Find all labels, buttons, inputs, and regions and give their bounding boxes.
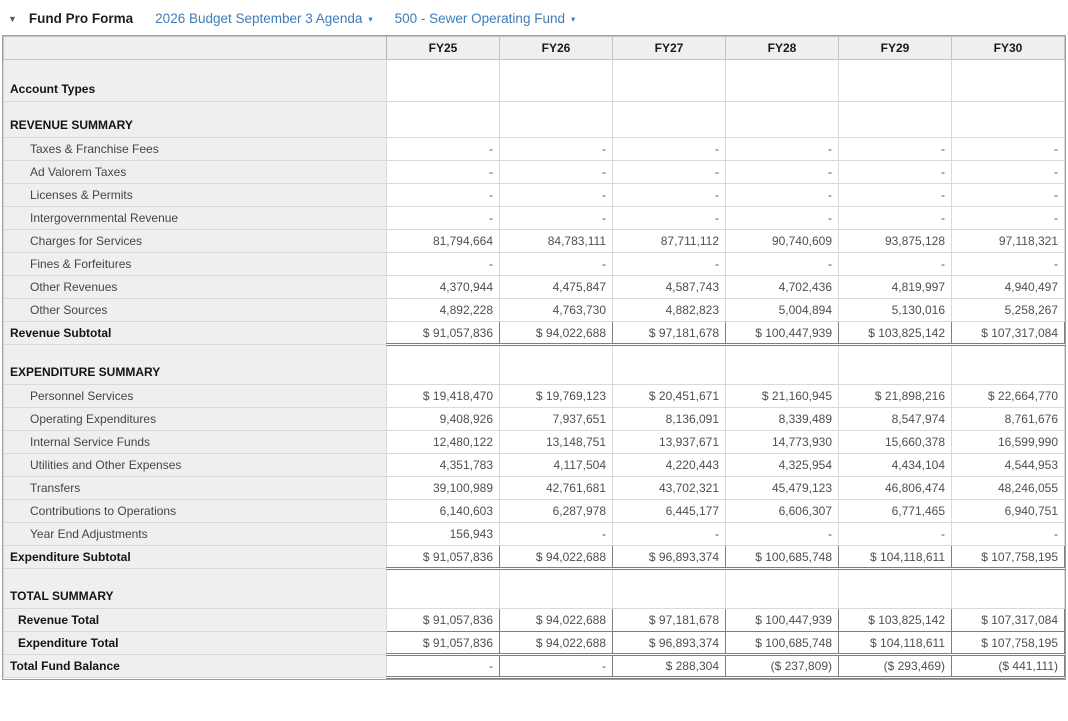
value-cell: 6,287,978: [500, 500, 613, 523]
value-cell: -: [387, 655, 500, 678]
value-cell: 6,445,177: [613, 500, 726, 523]
value-cell: $ 91,057,836: [387, 546, 500, 569]
row-label-cell: Contributions to Operations: [4, 500, 387, 523]
value-cell: -: [613, 523, 726, 546]
value-cell: 6,606,307: [726, 500, 839, 523]
table-row: [4, 184, 1065, 207]
value-cell: -: [952, 207, 1065, 230]
value-cell: 7,937,651: [500, 408, 613, 431]
value-cell: ($ 441,111): [952, 655, 1065, 678]
value-cell: -: [726, 523, 839, 546]
value-cell: -: [387, 138, 500, 161]
value-cell: $ 91,057,836: [387, 632, 500, 655]
column-header: FY30: [952, 37, 1065, 60]
row-label-cell: Fines & Forfeitures: [4, 253, 387, 276]
value-cell: 84,783,111: [500, 230, 613, 253]
value-cell: -: [613, 138, 726, 161]
value-cell: $ 91,057,836: [387, 609, 500, 632]
value-cell: 14,773,930: [726, 431, 839, 454]
value-cell: [500, 102, 613, 138]
table-row: [4, 299, 1065, 322]
value-cell: [387, 569, 500, 609]
value-cell: $ 94,022,688: [500, 609, 613, 632]
value-cell: 13,148,751: [500, 431, 613, 454]
value-cell: $ 94,022,688: [500, 546, 613, 569]
value-cell: 4,882,823: [613, 299, 726, 322]
value-cell: 12,480,122: [387, 431, 500, 454]
value-cell: 9,408,926: [387, 408, 500, 431]
row-label-cell: EXPENDITURE SUMMARY: [4, 345, 387, 385]
proforma-table-container: [2, 35, 1066, 680]
row-label-cell: Transfers: [4, 477, 387, 500]
value-cell: $ 94,022,688: [500, 632, 613, 655]
table-row: [4, 345, 1065, 385]
row-label-cell: Revenue Total: [4, 609, 387, 632]
value-cell: [952, 102, 1065, 138]
value-cell: 4,892,228: [387, 299, 500, 322]
value-cell: $ 91,057,836: [387, 322, 500, 345]
table-row: [4, 207, 1065, 230]
value-cell: -: [500, 184, 613, 207]
value-cell: 4,940,497: [952, 276, 1065, 299]
table-row: [4, 102, 1065, 138]
row-label-cell: Personnel Services: [4, 385, 387, 408]
value-cell: -: [500, 655, 613, 678]
value-cell: -: [500, 523, 613, 546]
value-cell: [952, 60, 1065, 102]
row-label-cell: REVENUE SUMMARY: [4, 102, 387, 138]
column-header: FY28: [726, 37, 839, 60]
value-cell: -: [839, 138, 952, 161]
value-cell: 5,130,016: [839, 299, 952, 322]
value-cell: 81,794,664: [387, 230, 500, 253]
row-label-cell: Licenses & Permits: [4, 184, 387, 207]
value-cell: [613, 569, 726, 609]
row-label-cell: Total Fund Balance: [4, 655, 387, 678]
value-cell: 4,370,944: [387, 276, 500, 299]
value-cell: 8,136,091: [613, 408, 726, 431]
value-cell: $ 104,118,611: [839, 546, 952, 569]
value-cell: [952, 569, 1065, 609]
value-cell: 8,339,489: [726, 408, 839, 431]
row-label-cell: Other Sources: [4, 299, 387, 322]
table-row: [4, 322, 1065, 345]
value-cell: 8,547,974: [839, 408, 952, 431]
value-cell: $ 100,447,939: [726, 322, 839, 345]
value-cell: 39,100,989: [387, 477, 500, 500]
value-cell: [726, 569, 839, 609]
value-cell: -: [613, 207, 726, 230]
value-cell: 87,711,112: [613, 230, 726, 253]
value-cell: $ 94,022,688: [500, 322, 613, 345]
value-cell: $ 96,893,374: [613, 632, 726, 655]
value-cell: 15,660,378: [839, 431, 952, 454]
value-cell: -: [726, 138, 839, 161]
value-cell: 42,761,681: [500, 477, 613, 500]
value-cell: -: [839, 523, 952, 546]
value-cell: $ 107,758,195: [952, 632, 1065, 655]
value-cell: -: [500, 161, 613, 184]
value-cell: 4,544,953: [952, 454, 1065, 477]
value-cell: [500, 345, 613, 385]
table-row: [4, 454, 1065, 477]
value-cell: -: [613, 161, 726, 184]
value-cell: -: [952, 138, 1065, 161]
value-cell: 4,220,443: [613, 454, 726, 477]
table-row: [4, 569, 1065, 609]
value-cell: 4,587,743: [613, 276, 726, 299]
value-cell: $ 21,898,216: [839, 385, 952, 408]
corner-header-cell: [4, 37, 387, 60]
budget-dropdown-label: 2026 Budget September 3 Agenda: [155, 11, 363, 26]
value-cell: $ 288,304: [613, 655, 726, 678]
value-cell: $ 22,664,770: [952, 385, 1065, 408]
value-cell: $ 100,447,939: [726, 609, 839, 632]
value-cell: [726, 102, 839, 138]
value-cell: 5,004,894: [726, 299, 839, 322]
value-cell: -: [387, 161, 500, 184]
value-cell: 4,325,954: [726, 454, 839, 477]
table-row: [4, 431, 1065, 454]
chevron-down-icon: ▾: [368, 14, 373, 24]
value-cell: 45,479,123: [726, 477, 839, 500]
value-cell: ($ 237,809): [726, 655, 839, 678]
row-label-cell: Operating Expenditures: [4, 408, 387, 431]
value-cell: $ 96,893,374: [613, 546, 726, 569]
value-cell: $ 100,685,748: [726, 546, 839, 569]
value-cell: 4,702,436: [726, 276, 839, 299]
table-row: [4, 138, 1065, 161]
table-header-row: [4, 37, 1065, 60]
column-header: FY29: [839, 37, 952, 60]
row-label-cell: Expenditure Total: [4, 632, 387, 655]
value-cell: -: [839, 253, 952, 276]
row-label-cell: Other Revenues: [4, 276, 387, 299]
value-cell: -: [387, 184, 500, 207]
value-cell: -: [839, 161, 952, 184]
row-label-cell: Utilities and Other Expenses: [4, 454, 387, 477]
row-label-cell: Ad Valorem Taxes: [4, 161, 387, 184]
value-cell: [839, 60, 952, 102]
chevron-down-icon: ▾: [570, 14, 576, 24]
fund-dropdown[interactable]: [395, 11, 576, 26]
value-cell: $ 107,758,195: [952, 546, 1065, 569]
table-row: [4, 546, 1065, 569]
fund-dropdown-label: 500 - Sewer Operating Fund: [394, 11, 565, 26]
budget-dropdown[interactable]: [155, 11, 372, 26]
value-cell: -: [500, 253, 613, 276]
value-cell: -: [952, 253, 1065, 276]
value-cell: 8,761,676: [952, 408, 1065, 431]
value-cell: -: [952, 523, 1065, 546]
table-row: [4, 253, 1065, 276]
value-cell: 90,740,609: [726, 230, 839, 253]
value-cell: 4,434,104: [839, 454, 952, 477]
value-cell: 97,118,321: [952, 230, 1065, 253]
value-cell: [726, 60, 839, 102]
value-cell: [839, 345, 952, 385]
value-cell: -: [726, 184, 839, 207]
column-header: FY26: [500, 37, 613, 60]
value-cell: $ 19,418,470: [387, 385, 500, 408]
value-cell: ($ 293,469): [839, 655, 952, 678]
value-cell: 4,819,997: [839, 276, 952, 299]
value-cell: 4,117,504: [500, 454, 613, 477]
proforma-table: [3, 36, 1065, 679]
value-cell: 43,702,321: [613, 477, 726, 500]
table-row: [4, 655, 1065, 678]
value-cell: -: [613, 253, 726, 276]
value-cell: [500, 569, 613, 609]
value-cell: $ 20,451,671: [613, 385, 726, 408]
row-label-cell: Expenditure Subtotal: [4, 546, 387, 569]
titlebar: [0, 0, 1068, 35]
table-row: [4, 385, 1065, 408]
value-cell: -: [839, 207, 952, 230]
row-label-cell: TOTAL SUMMARY: [4, 569, 387, 609]
value-cell: $ 103,825,142: [839, 322, 952, 345]
table-row: [4, 161, 1065, 184]
value-cell: 4,351,783: [387, 454, 500, 477]
value-cell: -: [952, 161, 1065, 184]
value-cell: [500, 60, 613, 102]
value-cell: 156,943: [387, 523, 500, 546]
value-cell: -: [500, 138, 613, 161]
value-cell: [387, 345, 500, 385]
value-cell: $ 103,825,142: [839, 609, 952, 632]
value-cell: [726, 345, 839, 385]
value-cell: 13,937,671: [613, 431, 726, 454]
value-cell: -: [387, 207, 500, 230]
page-title: Fund Pro Forma: [28, 11, 134, 26]
row-label-cell: Account Types: [4, 60, 387, 102]
table-row: [4, 523, 1065, 546]
value-cell: $ 107,317,084: [952, 609, 1065, 632]
value-cell: 6,140,603: [387, 500, 500, 523]
row-label-cell: Revenue Subtotal: [4, 322, 387, 345]
value-cell: -: [726, 161, 839, 184]
value-cell: $ 97,181,678: [613, 322, 726, 345]
value-cell: [839, 569, 952, 609]
value-cell: -: [726, 207, 839, 230]
value-cell: -: [726, 253, 839, 276]
value-cell: 4,475,847: [500, 276, 613, 299]
value-cell: -: [387, 253, 500, 276]
value-cell: -: [613, 184, 726, 207]
value-cell: 5,258,267: [952, 299, 1065, 322]
value-cell: [387, 60, 500, 102]
value-cell: $ 104,118,611: [839, 632, 952, 655]
collapse-section-icon[interactable]: ▼: [8, 13, 17, 24]
table-row: [4, 60, 1065, 102]
table-row: [4, 500, 1065, 523]
table-row: [4, 230, 1065, 253]
value-cell: [613, 60, 726, 102]
value-cell: -: [952, 184, 1065, 207]
table-row: [4, 276, 1065, 299]
row-label-cell: Charges for Services: [4, 230, 387, 253]
row-label-cell: Taxes & Franchise Fees: [4, 138, 387, 161]
row-label-cell: Year End Adjustments: [4, 523, 387, 546]
value-cell: 4,763,730: [500, 299, 613, 322]
row-label-cell: Intergovernmental Revenue: [4, 207, 387, 230]
value-cell: [839, 102, 952, 138]
value-cell: -: [839, 184, 952, 207]
value-cell: 48,246,055: [952, 477, 1065, 500]
value-cell: [613, 102, 726, 138]
value-cell: [613, 345, 726, 385]
table-row: [4, 632, 1065, 655]
column-header: FY27: [613, 37, 726, 60]
value-cell: $ 107,317,084: [952, 322, 1065, 345]
value-cell: 6,771,465: [839, 500, 952, 523]
row-label-cell: Internal Service Funds: [4, 431, 387, 454]
value-cell: $ 19,769,123: [500, 385, 613, 408]
value-cell: 46,806,474: [839, 477, 952, 500]
table-row: [4, 609, 1065, 632]
value-cell: $ 21,160,945: [726, 385, 839, 408]
value-cell: [387, 102, 500, 138]
value-cell: $ 100,685,748: [726, 632, 839, 655]
value-cell: 93,875,128: [839, 230, 952, 253]
value-cell: $ 97,181,678: [613, 609, 726, 632]
value-cell: 6,940,751: [952, 500, 1065, 523]
value-cell: 16,599,990: [952, 431, 1065, 454]
table-row: [4, 408, 1065, 431]
value-cell: [952, 345, 1065, 385]
value-cell: -: [500, 207, 613, 230]
column-header: FY25: [387, 37, 500, 60]
table-row: [4, 477, 1065, 500]
